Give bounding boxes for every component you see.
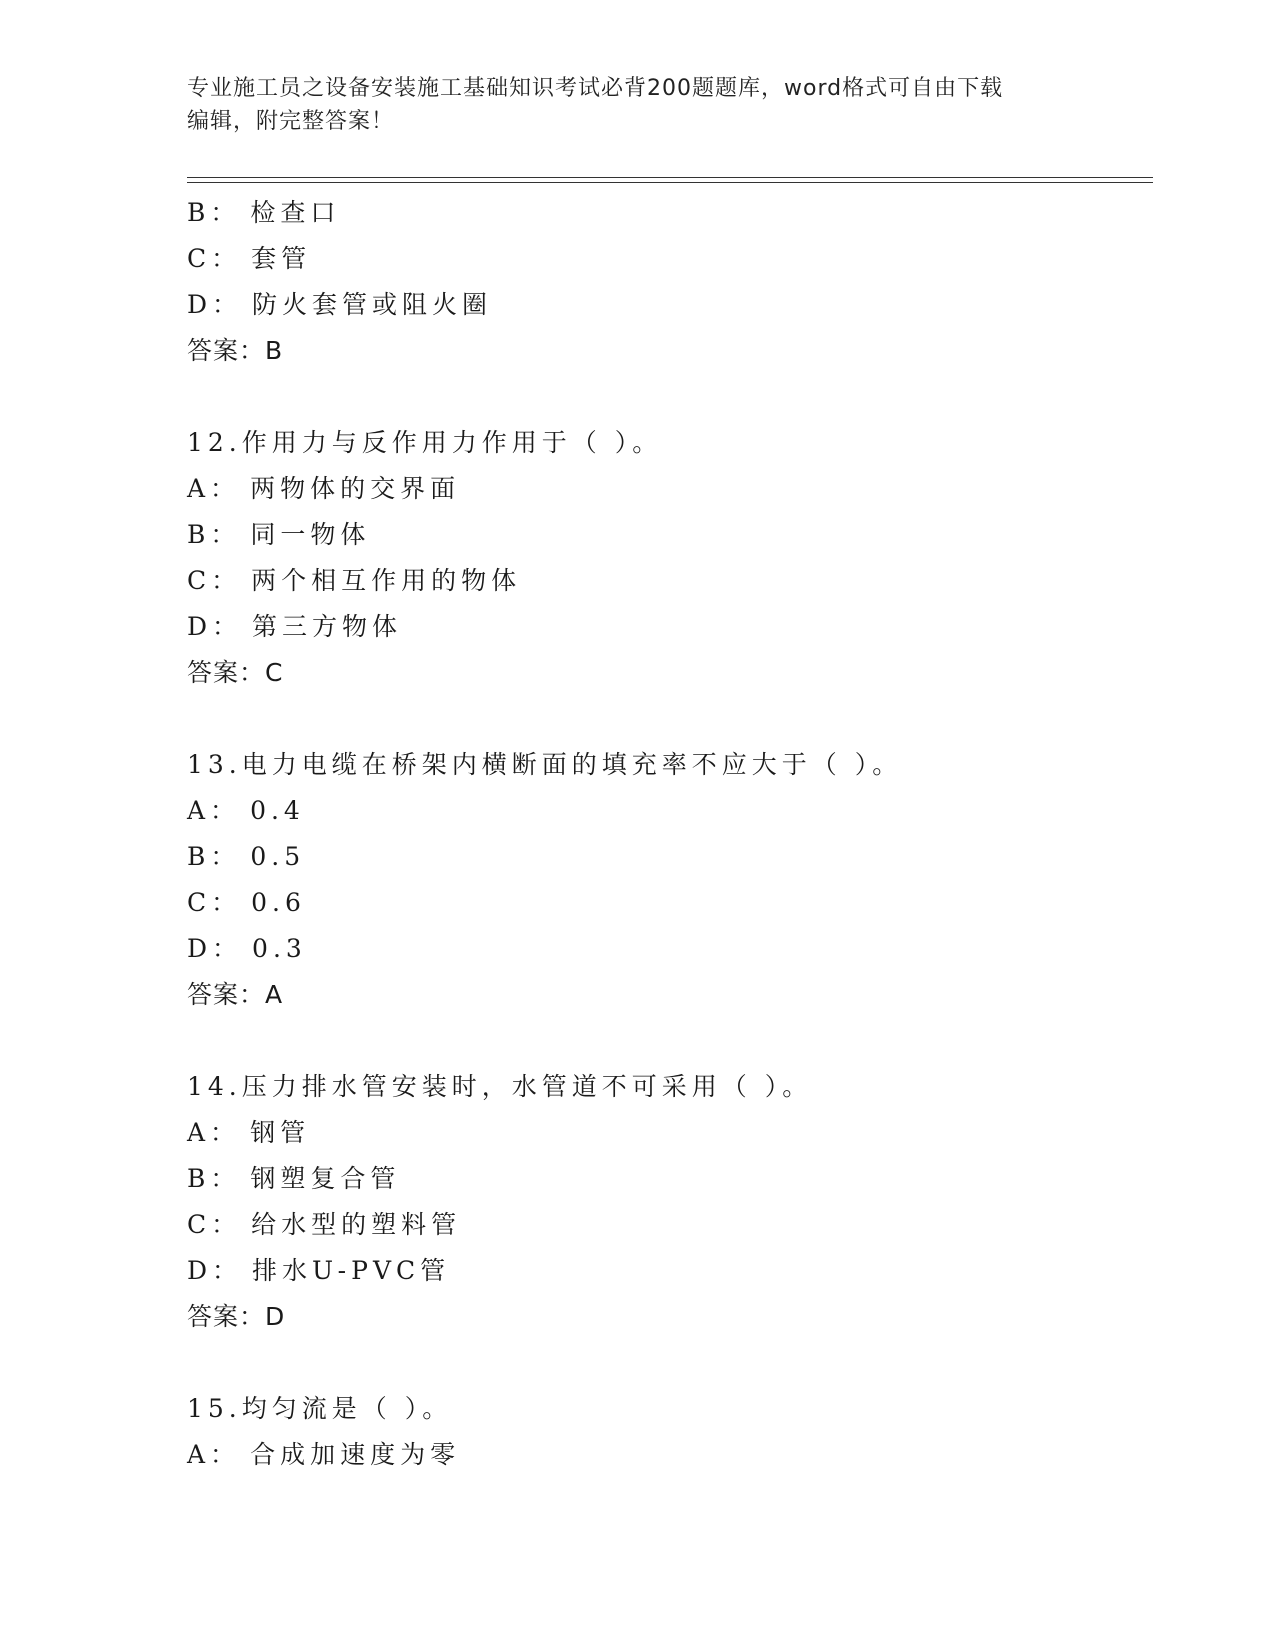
question-content bbox=[187, 190, 1153, 1478]
option-text: 0.5 bbox=[250, 842, 306, 871]
answer-line: 答案：D bbox=[187, 1302, 286, 1331]
question-15 bbox=[187, 1386, 1153, 1478]
option-label: C： bbox=[187, 888, 242, 917]
option-label: B： bbox=[187, 842, 241, 871]
question-text: 压力排水管安装时，水管道不可采用（ ）。 bbox=[241, 1072, 813, 1101]
option-b bbox=[187, 512, 1153, 558]
answer-line: 答案：A bbox=[187, 980, 284, 1009]
option-label: C： bbox=[187, 1210, 242, 1239]
option-text: 两物体的交界面 bbox=[250, 474, 461, 503]
option-text: 两个相互作用的物体 bbox=[251, 566, 522, 595]
option-text: 钢管 bbox=[250, 1118, 311, 1147]
question-stem bbox=[187, 742, 1153, 788]
question-text: 均匀流是（ ）。 bbox=[241, 1394, 453, 1423]
option-text: 套管 bbox=[251, 244, 312, 273]
option-text: 防火套管或阻火圈 bbox=[252, 290, 493, 319]
question-text: 作用力与反作用力作用于（ ）。 bbox=[241, 428, 663, 457]
option-text: 0.6 bbox=[251, 888, 306, 917]
option-label: A： bbox=[187, 474, 241, 503]
option-b bbox=[187, 1156, 1153, 1202]
question-stem bbox=[187, 1064, 1153, 1110]
option-b bbox=[187, 834, 1153, 880]
question-number: 12. bbox=[187, 428, 242, 457]
option-label: C： bbox=[187, 566, 242, 595]
option-label: A： bbox=[187, 1118, 241, 1147]
option-label: C： bbox=[187, 244, 242, 273]
option-label: D： bbox=[187, 290, 243, 319]
header-line-2: 编辑，附完整答案！ bbox=[187, 109, 395, 134]
option-text: 排水U-PVC管 bbox=[252, 1256, 451, 1285]
option-text: 0.4 bbox=[250, 796, 305, 825]
option-c bbox=[187, 1202, 1153, 1248]
document-header bbox=[187, 72, 1067, 138]
option-d bbox=[187, 282, 1153, 328]
option-text: 钢塑复合管 bbox=[250, 1164, 401, 1193]
option-text: 0.3 bbox=[252, 934, 307, 963]
option-d bbox=[187, 926, 1153, 972]
option-a bbox=[187, 1432, 1153, 1478]
question-12 bbox=[187, 420, 1153, 696]
option-text: 检查口 bbox=[250, 198, 341, 227]
question-number: 14. bbox=[187, 1072, 242, 1101]
option-label: B： bbox=[187, 198, 241, 227]
option-c bbox=[187, 558, 1153, 604]
question-number: 13. bbox=[187, 750, 242, 779]
option-label: A： bbox=[187, 1440, 241, 1469]
option-text: 同一物体 bbox=[250, 520, 371, 549]
question-11-continuation bbox=[187, 190, 1153, 374]
header-line-1: 专业施工员之设备安装施工基础知识考试必背200题题库，word格式可自由下载 bbox=[187, 76, 1004, 101]
option-label: D： bbox=[187, 1256, 243, 1285]
option-text: 合成加速度为零 bbox=[250, 1440, 461, 1469]
question-text: 电力电缆在桥架内横断面的填充率不应大于（ ）。 bbox=[241, 750, 903, 779]
option-a bbox=[187, 466, 1153, 512]
option-a bbox=[187, 788, 1153, 834]
option-a bbox=[187, 1110, 1153, 1156]
question-stem bbox=[187, 1386, 1153, 1432]
option-d bbox=[187, 604, 1153, 650]
option-label: D： bbox=[187, 612, 243, 641]
option-c bbox=[187, 880, 1153, 926]
option-b bbox=[187, 190, 1153, 236]
option-d bbox=[187, 1248, 1153, 1294]
spacer bbox=[187, 374, 1153, 420]
spacer bbox=[187, 696, 1153, 742]
option-label: A： bbox=[187, 796, 241, 825]
header-divider-bottom bbox=[187, 182, 1153, 183]
option-text: 第三方物体 bbox=[252, 612, 403, 641]
option-label: B： bbox=[187, 520, 241, 549]
header-divider-top bbox=[187, 177, 1153, 178]
spacer bbox=[187, 1340, 1153, 1386]
question-14 bbox=[187, 1064, 1153, 1340]
option-text: 给水型的塑料管 bbox=[251, 1210, 462, 1239]
spacer bbox=[187, 1018, 1153, 1064]
question-number: 15. bbox=[187, 1394, 242, 1423]
question-13 bbox=[187, 742, 1153, 1018]
option-c bbox=[187, 236, 1153, 282]
question-stem bbox=[187, 420, 1153, 466]
answer-line: 答案：C bbox=[187, 658, 284, 687]
option-label: D： bbox=[187, 934, 243, 963]
answer-line: 答案：B bbox=[187, 336, 284, 365]
option-label: B： bbox=[187, 1164, 241, 1193]
